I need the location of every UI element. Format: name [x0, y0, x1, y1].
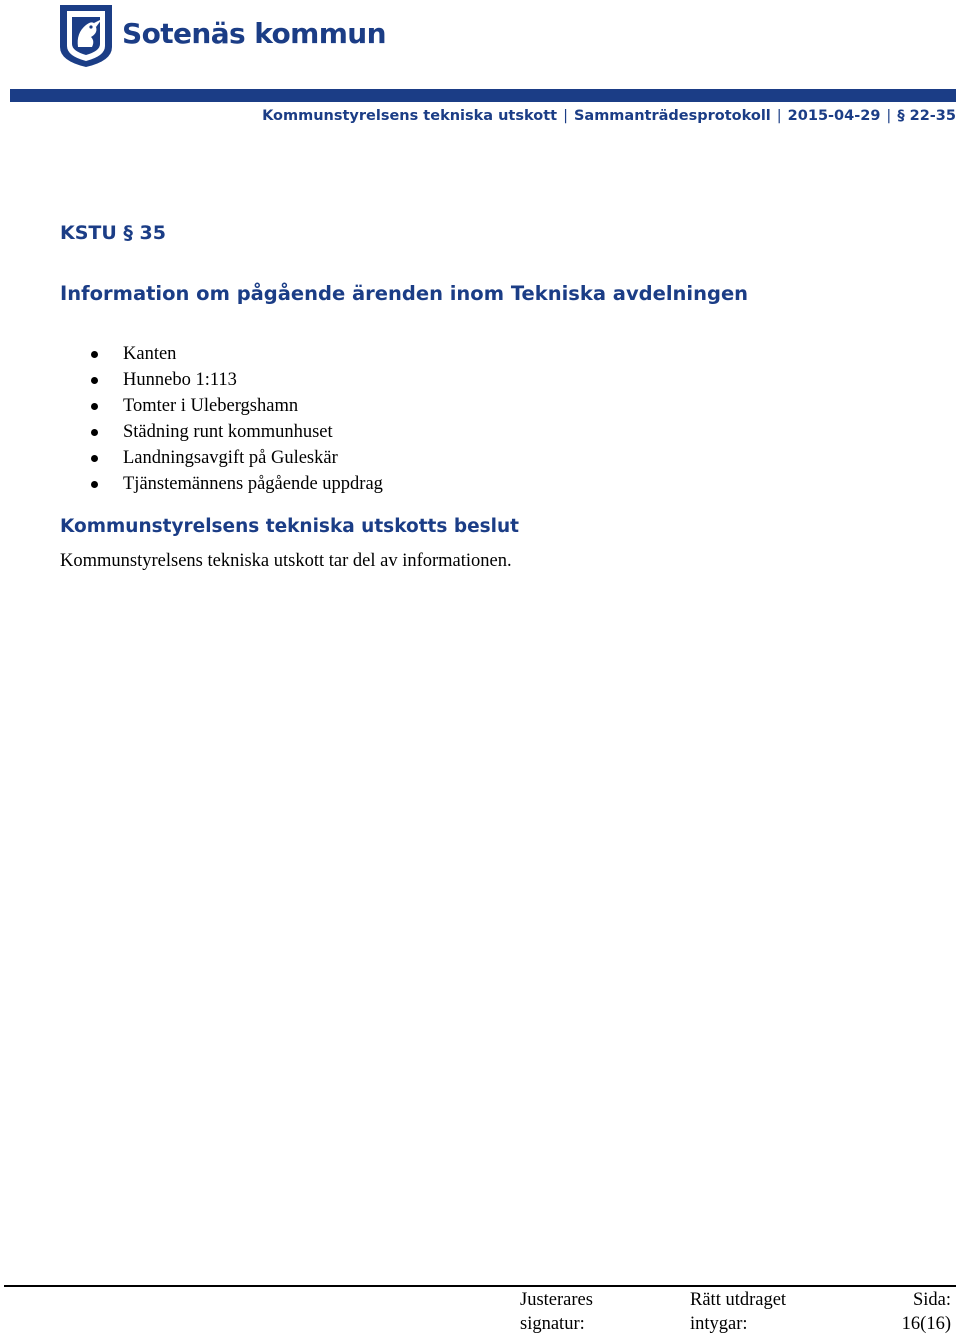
footer-divider [4, 1285, 956, 1287]
list-item: Städning runt kommunhuset [0, 419, 383, 445]
section-title: Information om pågående ärenden inom Tekniska avdelningen [60, 282, 749, 305]
logo-wordmark: Sotenäs kommun [122, 16, 386, 50]
list-item: Hunnebo 1:113 [0, 367, 383, 393]
decision-heading: Kommunstyrelsens tekniska utskotts beslut [60, 516, 520, 537]
list-item: Tomter i Ulebergshamn [0, 393, 383, 419]
footer-justerares: Justerares signatur: [520, 1290, 593, 1334]
header-committee: Kommunstyrelsens tekniska utskott [262, 108, 558, 124]
bullet-icon [91, 429, 98, 436]
info-list [0, 341, 383, 497]
header-bar [10, 89, 956, 102]
footer-ratt-utdraget: Rätt utdraget intygar: [690, 1290, 787, 1334]
decision-text: Kommunstyrelsens tekniska utskott tar del av informationen. [60, 551, 512, 571]
footer-page-number: Sida: 16(16) [901, 1290, 951, 1334]
bullet-icon [91, 403, 98, 410]
header-protocol: Sammanträdesprotokoll [573, 108, 771, 124]
header-info: Kommunstyrelsens tekniska utskott | Sammanträdesprotokoll | 2015-04-29 | § 22-35 [262, 108, 956, 124]
header-date: 2015-04-29 [787, 108, 881, 124]
sotenas-logo [58, 3, 386, 69]
list-item: Kanten [0, 341, 383, 367]
bullet-icon [91, 455, 98, 462]
bullet-icon [91, 481, 98, 488]
section-number: KSTU § 35 [60, 222, 166, 244]
list-item: Landningsavgift på Guleskär [0, 445, 383, 471]
bullet-icon [91, 351, 98, 358]
list-item: Tjänstemännens pågående uppdrag [0, 471, 383, 497]
municipality-crest-icon [58, 3, 114, 69]
bullet-icon [91, 377, 98, 384]
header-paragraphs: § 22-35 [897, 108, 956, 124]
